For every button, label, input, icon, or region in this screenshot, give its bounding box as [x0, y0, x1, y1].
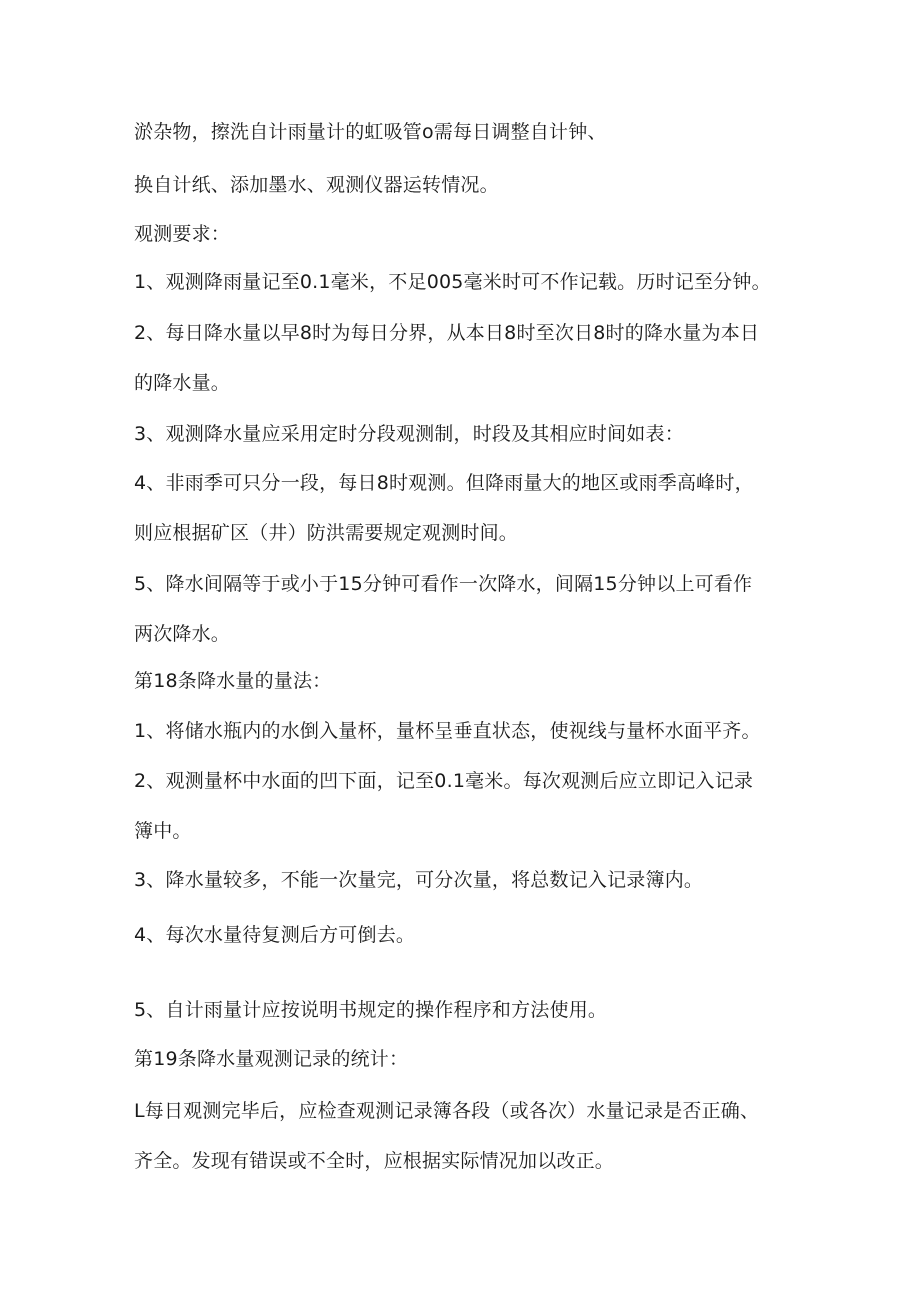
text-line: 2、每日降水量以早8时为每日分界，从本日8时至次日8时的降水量为本日: [134, 322, 760, 344]
text-line: 的降水量。: [134, 372, 231, 394]
text-line: 簿中。: [134, 820, 192, 842]
text-line: 淤杂物，擦洗自计雨量计的虹吸管o需每日调整自计钟、: [134, 121, 607, 143]
text-line: 5、降水间隔等于或小于15分钟可看作一次降水，间隔15分钟以上可看作: [134, 573, 753, 595]
text-line: 两次降水。: [134, 623, 231, 645]
text-line: 5、自计雨量计应按说明书规定的操作程序和方法使用。: [134, 999, 608, 1021]
text-line: L每日观测完毕后，应检查观测记录簿各段（或各次）水量记录是否正确、: [134, 1100, 760, 1122]
text-line: 2、观测量杯中水面的凹下面，记至0.1毫米。每次观测后应立即记入记录: [134, 770, 754, 792]
text-line: 4、每次水量待复测后方可倒去。: [134, 924, 416, 946]
text-line: 4、非雨季可只分一段，每日8时观测。但降雨量大的地区或雨季高峰时，: [134, 472, 754, 494]
text-line: 3、降水量较多，不能一次量完，可分次量，将总数记入记录簿内。: [134, 869, 704, 891]
text-line: 3、观测降水量应采用定时分段观测制，时段及其相应时间如表：: [134, 423, 684, 445]
text-line: 齐全。发现有错误或不全时，应根据实际情况加以改正。: [134, 1150, 615, 1172]
text-line: 1、观测降雨量记至0.1毫米，不足005毫米时可不作记载。历时记至分钟。: [134, 271, 771, 293]
text-line: 观测要求：: [134, 223, 231, 245]
section-heading: 第18条降水量的量法：: [134, 670, 332, 692]
section-heading: 第19条降水量观测记录的统计：: [134, 1048, 409, 1070]
text-line: 则应根据矿区（井）防洪需要规定观测时间。: [134, 522, 519, 544]
text-line: 换自计纸、添加墨水、观测仪器运转情况。: [134, 174, 499, 196]
text-line: 1、将储水瓶内的水倒入量杯，量杯呈垂直状态，使视线与量杯水面平齐。: [134, 720, 761, 742]
